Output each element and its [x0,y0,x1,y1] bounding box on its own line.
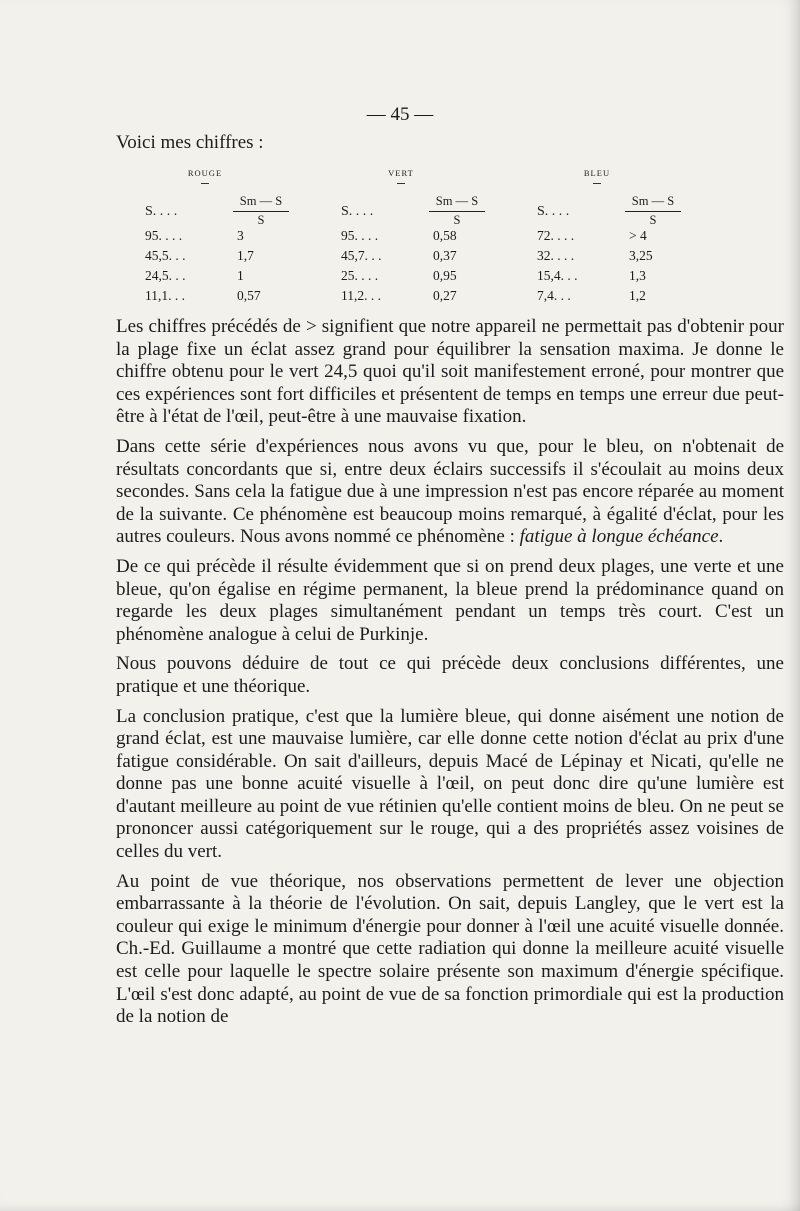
italic-term: fatigue à longue échéance [519,526,719,548]
column-header [537,194,722,228]
ratio-value: 3 [237,228,244,243]
s-value: 25. . . . [341,268,379,283]
page-number: — 45 — [366,104,434,125]
s-value: 95. . . . [145,228,183,243]
fraction-numerator: Sm — S [429,194,485,212]
paragraph: Nous pouvons déduire de tout ce qui précède deux conclusions différentes, une pratique et une théorique. [116,653,784,697]
table-row [537,288,722,308]
table-row [145,288,330,308]
fraction-numerator: Sm — S [233,194,289,212]
table-row [341,268,526,288]
table-row [145,248,330,268]
column-title: VERT [341,168,461,184]
fraction-numerator: Sm — S [625,194,681,212]
fraction-denominator: S [257,213,265,227]
ratio-value: > 4 [629,228,647,243]
ratio-value: 0,57 [237,288,261,303]
paragraph: Les chiffres précédés de > signifient que notre appareil ne permettait pas d'obtenir pour la plage fixe un éclat assez grand pour équilibrer la sensation maxima. Je donne le chiffre obtenu pour le vert 24,5 quoi qu'il soit manifestement erroné, pour montrer que ces expériences sont fort difficiles et présentent de temps en temps une erreur due peut-être à l'état de l'œil, peut-être à une mauvaise fixation. [116,316,784,428]
s-value: 15,4. . . [537,268,578,283]
ratio-value: 0,95 [433,268,457,283]
fraction [429,194,485,228]
table-row [537,228,722,248]
table-column-rouge [145,168,330,308]
ratio-value: 0,58 [433,228,457,243]
s-label: S. . . . [145,204,178,219]
s-label: S. . . . [341,204,374,219]
s-value: 11,1. . . [145,288,185,303]
s-value: 72. . . . [537,228,575,243]
paragraph: Au point de vue théorique, nos observations permettent de lever une objection embarrassante à la théorie de l'évolution. On sait, depuis Langley, que le vert est la couleur qui exige le minimum d'énergie pour donner à l'œil une acuité visuelle donnée. Ch.-Ed. Guillaume a montré que cette radiation qui donne la meilleure acuité visuelle est celle pour laquelle le spectre solaire présente son maximum d'énergie spécifique. L'œil s'est donc adapté, au point de vue de sa fonction primordiale qui est la production de la notion de [116,870,784,1028]
paragraph: De ce qui précède il résulte évidemment que si on prend deux plages, une verte et une bleue, qu'on égalise en régime permanent, la bleue prend la prédominance quand on regarde les deux plages simultanément pendant un temps très court. C'est un phénomène analogue à celui de Purkinje. [116,555,784,645]
s-value: 7,4. . . [537,288,571,303]
column-title: BLEU [537,168,657,184]
s-value: 45,5. . . [145,248,186,263]
ratio-value: 1,7 [237,248,254,263]
table-column-bleu [537,168,722,308]
period: . [718,526,724,548]
ratio-value: 0,27 [433,288,457,303]
column-header [145,194,330,228]
s-value: 11,2. . . [341,288,381,303]
s-value: 24,5. . . [145,268,186,283]
s-value: 45,7. . . [341,248,382,263]
column-title: ROUGE [145,168,265,184]
ratio-value: 1,3 [629,268,646,283]
table-row [341,288,526,308]
table-column-vert [341,168,526,308]
table-row [341,248,526,268]
s-value: 95. . . . [341,228,379,243]
table-row [145,228,330,248]
ratio-value: 3,25 [629,248,653,263]
table-row [145,268,330,288]
fraction-denominator: S [649,213,657,227]
column-header [341,194,526,228]
fraction-denominator: S [453,213,461,227]
ratio-value: 0,37 [433,248,457,263]
table-row [537,268,722,288]
paragraph-text: Dans cette série d'expériences nous avons vu que, pour le bleu, on n'obtenait de résultats concordants que si, entre deux éclairs successifs il s'écoulait au moins deux secondes. Sans cela la fatigue due à une impression n'est pas encore réparée au moment de la suivante. Ce phénomène est beaucoup moins remarqué, à égalité d'éclat, pour les autres couleurs. Nous avons nommé ce phénomène : [116,435,784,548]
s-value: 32. . . . [537,248,575,263]
ratio-value: 1 [237,268,244,283]
table-row [341,228,526,248]
paragraph: La conclusion pratique, c'est que la lumière bleue, qui donne aisément une notion de grand éclat, est une mauvaise lumière, car elle donne cette notion d'éclat au prix d'une fatigue considérable. On sait d'ailleurs, depuis Macé de Lépinay et Nicati, qu'elle ne donne pas une bonne acuité visuelle à l'œil, on peut donc dire qu'une lumière est d'autant meilleure au point de vue rétinien qu'elle contient moins de bleu. On ne peut se prononcer aussi catégoriquement sur le rouge, qui a des propriétés assez voisines de celles du vert. [116,705,784,863]
intro-line: Voici mes chiffres : [116,132,264,153]
body-text [116,316,784,1036]
paragraph [116,436,784,549]
fraction [233,194,289,228]
ratio-value: 1,2 [629,288,646,303]
s-label: S. . . . [537,204,570,219]
fraction [625,194,681,228]
table-row [537,248,722,268]
